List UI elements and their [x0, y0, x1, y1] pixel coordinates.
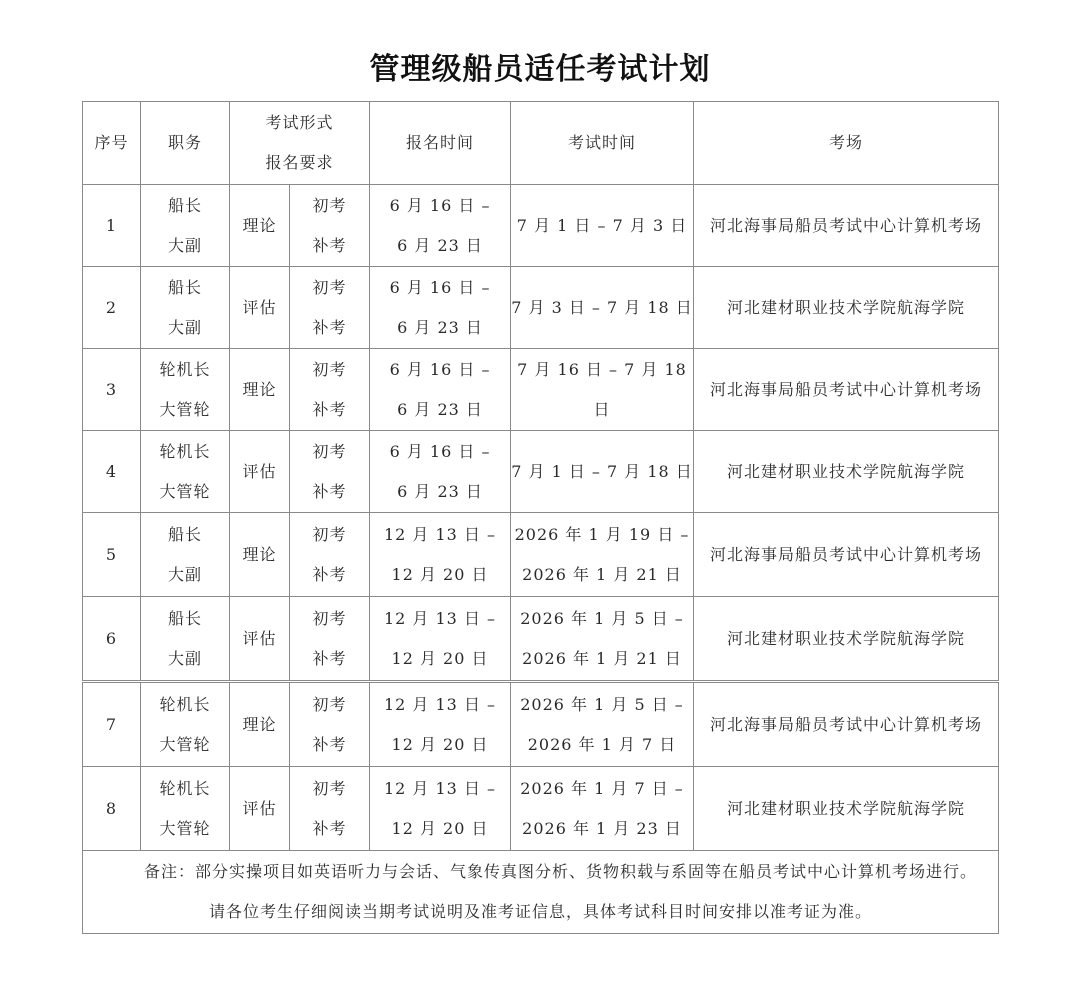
cell-exam-form: 评估 [230, 597, 290, 682]
exam-time-line1: 7 月 3 日 – 7 月 18 日 [511, 297, 693, 317]
header-venue: 考场 [694, 102, 999, 185]
position-line2: 大副 [167, 564, 202, 584]
exam-time-line2: 2026 年 1 月 21 日 [522, 648, 682, 668]
cell-venue: 河北海事局船员考试中心计算机考场 [694, 185, 999, 267]
exam-schedule-table [82, 101, 999, 934]
requirement-line1: 初考 [312, 608, 347, 628]
cell-requirement [290, 185, 370, 267]
header-exam-time: 考试时间 [511, 102, 694, 185]
cell-position [141, 513, 230, 597]
position-line2: 大管轮 [159, 399, 211, 419]
requirement-line1: 初考 [312, 524, 347, 544]
cell-requirement [290, 513, 370, 597]
cell-position [141, 682, 230, 767]
position-line2: 大副 [167, 317, 202, 337]
registration-line2: 6 月 23 日 [397, 317, 483, 337]
cell-exam-form: 评估 [230, 267, 290, 349]
registration-line1: 6 月 16 日 – [389, 359, 491, 379]
cell-registration-time [370, 682, 511, 767]
exam-time-line1: 2026 年 1 月 7 日 – [520, 778, 684, 798]
registration-line2: 6 月 23 日 [397, 481, 483, 501]
requirement-line2: 补考 [312, 399, 347, 419]
cell-exam-time [511, 682, 694, 767]
requirement-line1: 初考 [312, 778, 347, 798]
cell-seq: 4 [83, 431, 141, 513]
registration-line1: 12 月 13 日 – [383, 524, 497, 544]
cell-exam-form: 评估 [230, 431, 290, 513]
cell-venue: 河北海事局船员考试中心计算机考场 [694, 513, 999, 597]
cell-registration-time [370, 513, 511, 597]
cell-exam-time [511, 267, 694, 349]
requirement-line2: 补考 [312, 648, 347, 668]
cell-exam-time [511, 349, 694, 431]
requirement-line2: 补考 [312, 317, 347, 337]
exam-time-line2: 2026 年 1 月 21 日 [522, 564, 682, 584]
registration-line2: 12 月 20 日 [391, 818, 489, 838]
position-line2: 大管轮 [159, 734, 211, 754]
cell-venue: 河北建材职业技术学院航海学院 [694, 767, 999, 851]
header-form-line1: 考试形式 [265, 113, 334, 132]
registration-line2: 12 月 20 日 [391, 564, 489, 584]
registration-line2: 6 月 23 日 [397, 399, 483, 419]
cell-exam-form: 理论 [230, 185, 290, 267]
table-row [83, 513, 999, 597]
cell-seq: 3 [83, 349, 141, 431]
requirement-line1: 初考 [312, 359, 347, 379]
cell-exam-time [511, 597, 694, 682]
cell-requirement [290, 597, 370, 682]
position-line1: 轮机长 [159, 778, 211, 798]
exam-time-line1: 2026 年 1 月 5 日 – [520, 694, 684, 714]
table-row [83, 185, 999, 267]
cell-registration-time [370, 349, 511, 431]
exam-time-line1: 2026 年 1 月 5 日 – [520, 608, 684, 628]
cell-exam-form: 理论 [230, 513, 290, 597]
table-row [83, 431, 999, 513]
table-header-row [83, 102, 999, 185]
note-cell [83, 851, 999, 934]
registration-line2: 12 月 20 日 [391, 734, 489, 754]
page-title: 管理级船员适任考试计划 [369, 52, 711, 87]
cell-position [141, 267, 230, 349]
cell-requirement [290, 682, 370, 767]
requirement-line2: 补考 [312, 818, 347, 838]
position-line1: 船长 [167, 608, 202, 628]
cell-seq: 6 [83, 597, 141, 682]
registration-line1: 12 月 13 日 – [383, 778, 497, 798]
cell-registration-time [370, 597, 511, 682]
cell-venue: 河北海事局船员考试中心计算机考场 [694, 682, 999, 767]
table-row [83, 267, 999, 349]
position-line2: 大管轮 [159, 481, 211, 501]
registration-line1: 12 月 13 日 – [383, 694, 497, 714]
exam-time-line1: 7 月 1 日 – 7 月 18 日 [511, 461, 693, 481]
registration-line1: 6 月 16 日 – [389, 277, 491, 297]
header-form-line2: 报名要求 [265, 153, 334, 172]
requirement-line2: 补考 [312, 481, 347, 501]
table-row [83, 682, 999, 767]
cell-venue: 河北建材职业技术学院航海学院 [694, 597, 999, 682]
position-line1: 船长 [167, 524, 202, 544]
exam-time-line1: 2026 年 1 月 19 日 – [514, 524, 690, 544]
cell-registration-time [370, 185, 511, 267]
cell-registration-time [370, 767, 511, 851]
cell-exam-time [511, 767, 694, 851]
cell-seq: 5 [83, 513, 141, 597]
cell-requirement [290, 431, 370, 513]
position-line2: 大副 [167, 235, 202, 255]
cell-position [141, 349, 230, 431]
cell-seq: 1 [83, 185, 141, 267]
requirement-line2: 补考 [312, 564, 347, 584]
cell-position [141, 431, 230, 513]
requirement-line1: 初考 [312, 277, 347, 297]
table-row [83, 767, 999, 851]
cell-exam-form: 理论 [230, 682, 290, 767]
cell-venue: 河北建材职业技术学院航海学院 [694, 267, 999, 349]
header-position: 职务 [141, 102, 230, 185]
cell-exam-form: 评估 [230, 767, 290, 851]
cell-registration-time [370, 431, 511, 513]
registration-line2: 12 月 20 日 [391, 648, 489, 668]
position-line1: 船长 [167, 195, 202, 215]
position-line1: 轮机长 [159, 694, 211, 714]
note-line2: 请各位考生仔细阅读当期考试说明及准考证信息，具体考试科目时间安排以准考证为准。 [209, 902, 873, 921]
exam-time-line1: 7 月 16 日 – 7 月 18 日 [517, 359, 687, 419]
header-seq: 序号 [83, 102, 141, 185]
cell-position [141, 185, 230, 267]
cell-position [141, 597, 230, 682]
cell-requirement [290, 767, 370, 851]
cell-seq: 8 [83, 767, 141, 851]
requirement-line1: 初考 [312, 195, 347, 215]
cell-venue: 河北建材职业技术学院航海学院 [694, 431, 999, 513]
table-row [83, 349, 999, 431]
requirement-line1: 初考 [312, 694, 347, 714]
cell-exam-time [511, 513, 694, 597]
cell-venue: 河北海事局船员考试中心计算机考场 [694, 349, 999, 431]
registration-line1: 12 月 13 日 – [383, 608, 497, 628]
table-row [83, 597, 999, 682]
exam-time-line2: 2026 年 1 月 23 日 [522, 818, 682, 838]
table-note-row [83, 851, 999, 934]
cell-exam-time [511, 185, 694, 267]
cell-seq: 2 [83, 267, 141, 349]
cell-requirement [290, 267, 370, 349]
cell-exam-form: 理论 [230, 349, 290, 431]
cell-requirement [290, 349, 370, 431]
exam-time-line2: 2026 年 1 月 7 日 [527, 734, 677, 754]
requirement-line1: 初考 [312, 441, 347, 461]
cell-position [141, 767, 230, 851]
requirement-line2: 补考 [312, 235, 347, 255]
cell-registration-time [370, 267, 511, 349]
requirement-line2: 补考 [312, 734, 347, 754]
header-registration-time: 报名时间 [370, 102, 511, 185]
position-line2: 大副 [167, 648, 202, 668]
header-exam-form [230, 102, 370, 185]
cell-exam-time [511, 431, 694, 513]
position-line1: 轮机长 [159, 441, 211, 461]
position-line1: 轮机长 [159, 359, 211, 379]
position-line2: 大管轮 [159, 818, 211, 838]
registration-line2: 6 月 23 日 [397, 235, 483, 255]
note-line1: 备注：部分实操项目如英语听力与会话、气象传真图分析、货物积载与系固等在船员考试中心计算机考场进行。 [144, 862, 978, 881]
registration-line1: 6 月 16 日 – [389, 441, 491, 461]
cell-seq: 7 [83, 682, 141, 767]
position-line1: 船长 [167, 277, 202, 297]
exam-time-line1: 7 月 1 日 – 7 月 3 日 [516, 215, 688, 235]
registration-line1: 6 月 16 日 – [389, 195, 491, 215]
